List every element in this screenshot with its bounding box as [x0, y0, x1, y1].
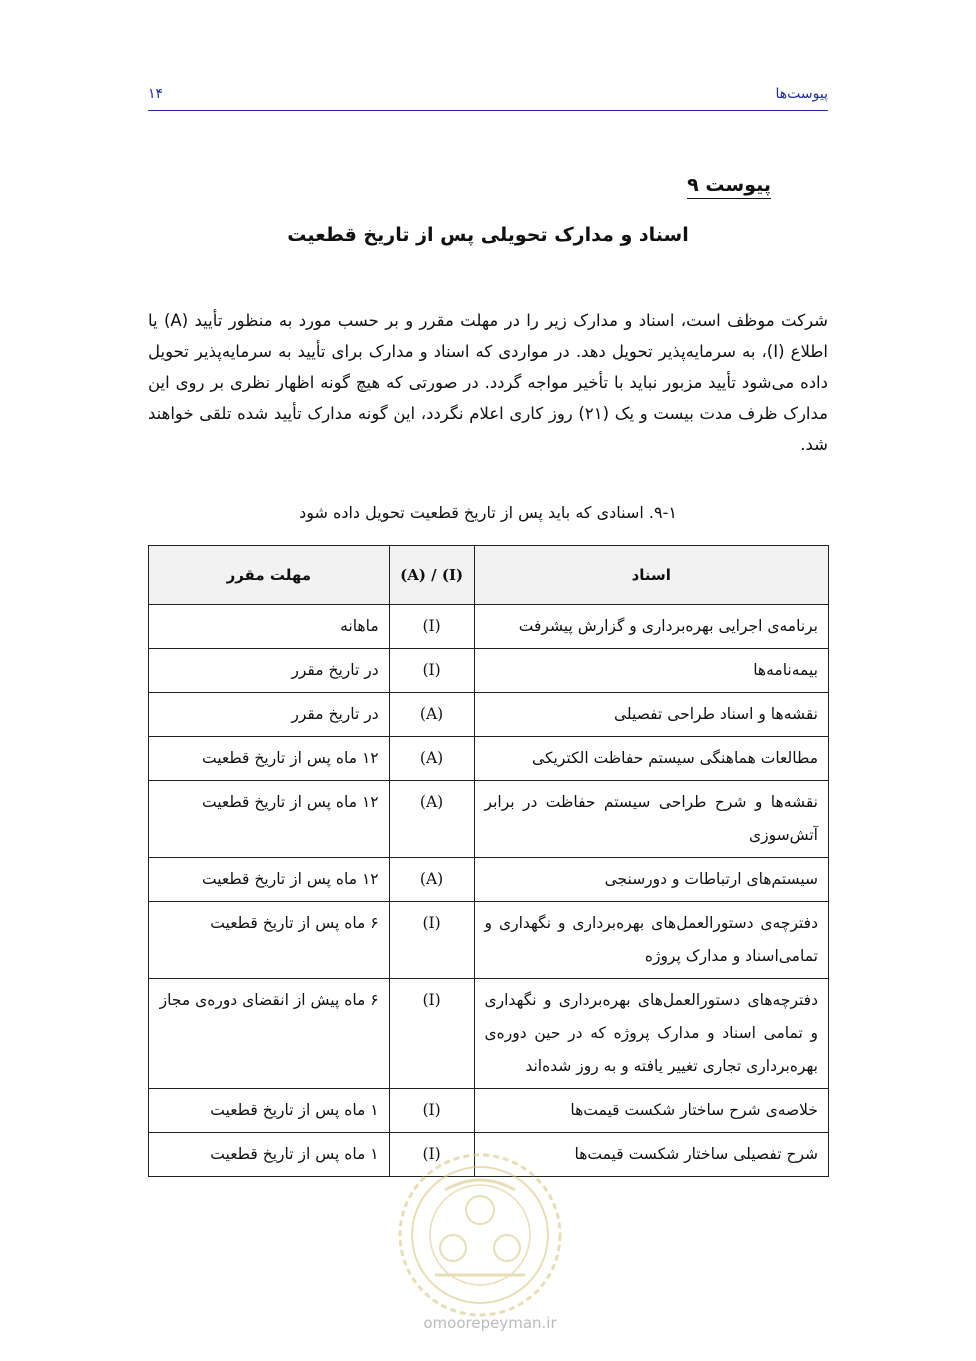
deadline-cell: ۶ ماه پس از تاریخ قطعیت [149, 902, 390, 979]
doc-cell: سیستم‌های ارتباطات و دورسنجی [474, 858, 828, 902]
type-cell: (A) [389, 858, 474, 902]
header-deadline: مهلت مقرر [149, 546, 390, 605]
watermark-site: omoorepeyman.ir [423, 1314, 557, 1332]
deadline-cell: ۱۲ ماه پس از تاریخ قطعیت [149, 737, 390, 781]
doc-cell: شرح تفصیلی ساختار شکست قیمت‌ها [474, 1133, 828, 1177]
type-cell: (I) [389, 1133, 474, 1177]
table-row [149, 737, 829, 781]
type-cell: (A) [389, 737, 474, 781]
deadline-cell: در تاریخ مقرر [149, 693, 390, 737]
type-cell: (I) [389, 605, 474, 649]
table-row [149, 902, 829, 979]
doc-cell: دفترچه‌ی دستورالعمل‌های بهره‌برداری و نگهداری و تمامی‌اسناد و مدارک پروژه [474, 902, 828, 979]
doc-cell: نقشه‌ها و شرح طراحی سیستم حفاظت در برابر آتش‌سوزی [474, 781, 828, 858]
doc-cell: مطالعات هماهنگی سیستم حفاظت الکتریکی [474, 737, 828, 781]
table-caption: ۹-۱. اسنادی که باید پس از تاریخ قطعیت تحویل داده شود [299, 503, 677, 522]
table-row [149, 979, 829, 1089]
deadline-cell: ۱۲ ماه پس از تاریخ قطعیت [149, 858, 390, 902]
table-row [149, 605, 829, 649]
type-cell: (A) [389, 781, 474, 858]
page-header [148, 86, 828, 111]
type-cell: (I) [389, 1089, 474, 1133]
table-row [149, 1089, 829, 1133]
deadline-cell: ۱ ماه پس از تاریخ قطعیت [149, 1089, 390, 1133]
documents-table [148, 545, 829, 1177]
header-type: (A) / (I) [389, 546, 474, 605]
doc-cell: برنامه‌ی اجرایی بهره‌برداری و گزارش پیشرفت [474, 605, 828, 649]
type-cell: (A) [389, 693, 474, 737]
deadline-cell: در تاریخ مقرر [149, 649, 390, 693]
table-header-row [149, 546, 829, 605]
deadline-cell: ماهانه [149, 605, 390, 649]
table-row [149, 858, 829, 902]
page-number: ۱۴ [148, 86, 164, 102]
doc-cell: بیمه‌نامه‌ها [474, 649, 828, 693]
doc-cell: دفترچه‌های دستورالعمل‌های بهره‌برداری و نگهداری و تمامی اسناد و مدارک پروژه که در حین دوره‌ی بهره‌برداری تجاری تغییر یافته و به روز شده‌اند [474, 979, 828, 1089]
watermark-seal-icon [395, 1150, 565, 1320]
type-cell: (I) [389, 902, 474, 979]
deadline-cell: ۶ ماه پیش از انقضای دوره‌ی مجاز [149, 979, 390, 1089]
type-cell: (I) [389, 979, 474, 1089]
header-documents: اسناد [474, 546, 828, 605]
page-title: اسناد و مدارک تحویلی پس از تاریخ قطعیت [287, 224, 689, 246]
table-row [149, 693, 829, 737]
deadline-cell: ۱۲ ماه پس از تاریخ قطعیت [149, 781, 390, 858]
table-row [149, 649, 829, 693]
table-row [149, 781, 829, 858]
type-cell: (I) [389, 649, 474, 693]
deadline-cell: ۱ ماه پس از تاریخ قطعیت [149, 1133, 390, 1177]
appendix-label: پیوست ۹ [687, 174, 771, 199]
header-section-title: پیوست‌ها [775, 86, 828, 102]
intro-paragraph: شرکت موظف است، اسناد و مدارک زیر را در مهلت مقرر و بر حسب مورد به منظور تأیید (A) یا اطلاع (I)، به سرمایه‌پذیر تحویل دهد. در مواردی که اسناد و مدارک برای تأیید به سرمایه‌پذیر تحویل داده می‌شود تأیید مزبور نباید با تأخیر مواجه گردد. در صورتی که هیچ گونه اظهار نظری بر روی این مدارک ظرف مدت بیست و یک (۲۱) روز کاری اعلام نگردد، این گونه مدارک تأیید شده تلقی خواهند شد. [148, 311, 829, 454]
doc-cell: خلاصه‌ی شرح ساختار شکست قیمت‌ها [474, 1089, 828, 1133]
doc-cell: نقشه‌ها و اسناد طراحی تفصیلی [474, 693, 828, 737]
